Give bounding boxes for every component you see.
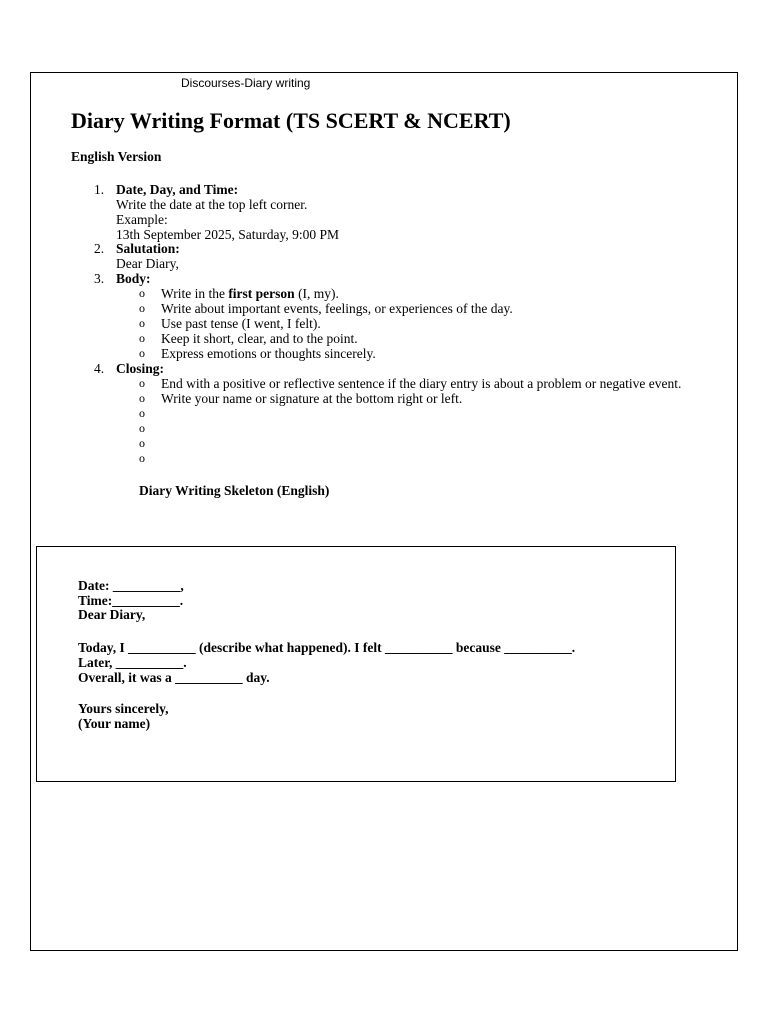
section-heading: Salutation: — [116, 241, 180, 256]
bullet-icon: o — [139, 316, 145, 330]
list-item: End with a positive or reflective sentence if the diary entry is about a problem or negative event. — [161, 376, 682, 391]
list-item: Express emotions or thoughts sincerely. — [161, 346, 376, 361]
list-item: Write in the first person (I, my). — [161, 286, 339, 301]
skeleton-line: Yours sincerely, — [78, 701, 169, 716]
list-item: Keep it short, clear, and to the point. — [161, 331, 358, 346]
bullet-icon: o — [139, 436, 145, 450]
list-item: Use past tense (I went, I felt). — [161, 316, 321, 331]
bullet-icon: o — [139, 301, 145, 315]
bullet-icon: o — [139, 406, 145, 420]
bullet-icon: o — [139, 286, 145, 300]
bullet-icon: o — [139, 331, 145, 345]
skeleton-line: Dear Diary, — [78, 607, 146, 622]
bullet-icon: o — [139, 376, 145, 390]
bullet-icon: o — [139, 421, 145, 435]
document-title: Diary Writing Format (TS SCERT & NCERT) — [71, 108, 511, 133]
skeleton-line: Later, __________. — [78, 655, 187, 670]
list-number: 2. — [94, 241, 105, 256]
list-number: 4. — [94, 361, 105, 376]
skeleton-line: (Your name) — [78, 716, 151, 731]
bullet-icon: o — [139, 451, 145, 465]
section-heading: Closing: — [116, 361, 165, 376]
list-number: 1. — [94, 182, 105, 197]
header-label: Discourses-Diary writing — [181, 76, 311, 90]
section-line: Example: — [116, 212, 168, 227]
section-line: Dear Diary, — [116, 256, 179, 271]
subtitle: English Version — [71, 149, 162, 164]
list-item: Write your name or signature at the bottom right or left. — [161, 391, 463, 406]
skeleton-line: Overall, it was a __________ day. — [78, 670, 270, 685]
section-line: 13th September 2025, Saturday, 9:00 PM — [116, 227, 339, 242]
skeleton-line: Date: __________, — [78, 578, 184, 593]
bullet-icon: o — [139, 346, 145, 360]
skeleton-line: Time:__________. — [78, 593, 184, 608]
section-heading: Date, Day, and Time: — [116, 182, 239, 197]
section-line: Write the date at the top left corner. — [116, 197, 308, 212]
skeleton-line: Today, I __________ (describe what happened). I felt __________ because __________. — [78, 640, 576, 655]
list-number: 3. — [94, 271, 105, 286]
bullet-icon: o — [139, 391, 145, 405]
skeleton-heading: Diary Writing Skeleton (English) — [139, 483, 330, 498]
section-heading: Body: — [116, 271, 151, 286]
list-item: Write about important events, feelings, or experiences of the day. — [161, 301, 513, 316]
